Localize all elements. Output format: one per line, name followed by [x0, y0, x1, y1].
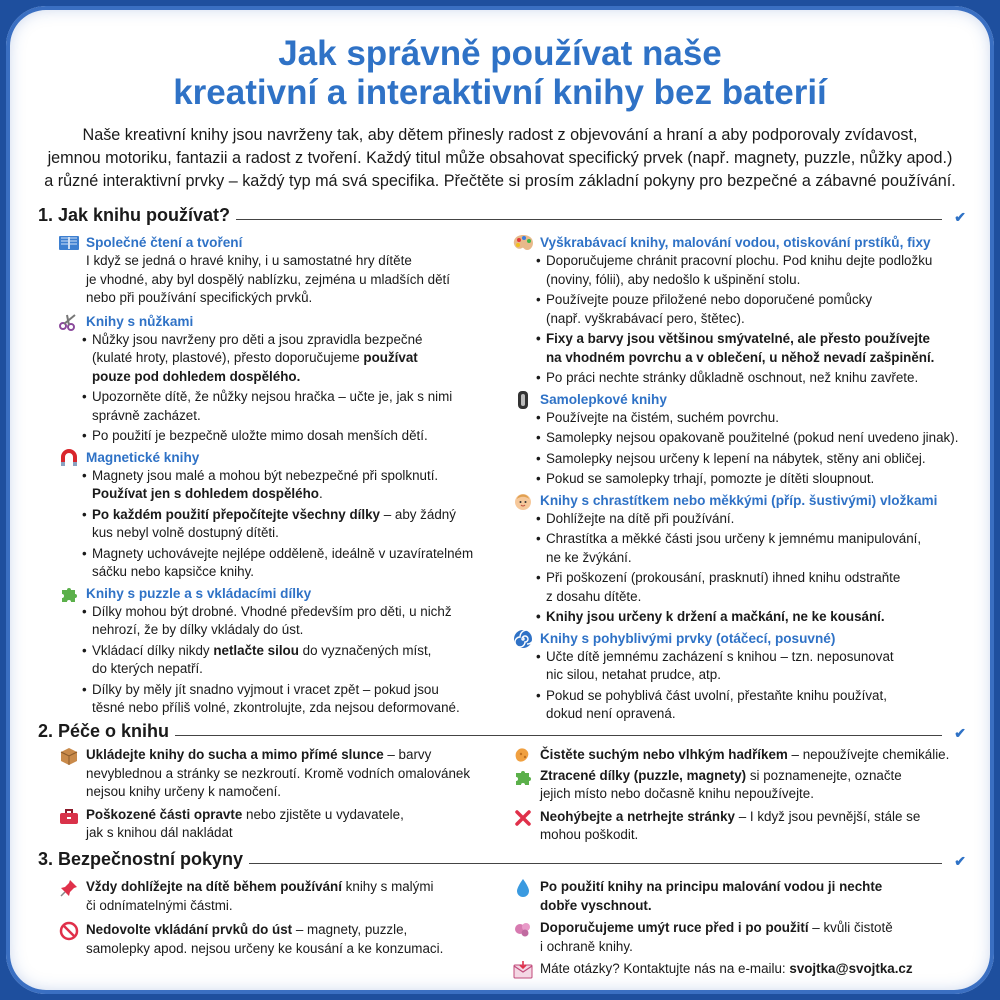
pin-icon [58, 878, 80, 898]
page-title-line-1: Jak správně používat naše [278, 34, 722, 73]
text-line: • Při poškození (prokousání, prasknutí) ihned knihu odstraňte [546, 570, 901, 585]
emphasis: Ukládejte knihy do sucha a mimo přímé slunce [86, 747, 384, 762]
list-item [546, 369, 972, 388]
puzzle-icon [58, 584, 80, 604]
emphasis: Poškozené části opravte [86, 806, 243, 822]
usage-left-column [58, 230, 498, 720]
text-line: mohou poškodit. [540, 827, 639, 842]
subheading-text: Knihy s chrastítkem nebo měkkými (příp. šustivými) vložkami [540, 492, 938, 508]
text-line [540, 746, 972, 765]
soap-icon [512, 919, 534, 939]
text-span: – nepoužívejte chemikálie. [787, 747, 950, 762]
list-item [546, 252, 972, 289]
safety-item-contact [512, 960, 972, 979]
text-line [86, 806, 498, 825]
list-item [546, 330, 972, 367]
text-span: Vkládací dílky nikdy [92, 642, 214, 658]
text-span: – barvy [383, 747, 432, 762]
text-line: nic silou, netahat prudce, atp. [546, 667, 721, 682]
text-line: • Používejte na čistém, suchém povrchu. [546, 409, 779, 425]
subheading-text: Knihy s puzzle a s vkládacími dílky [86, 585, 312, 601]
text-line: • Samolepky nejsou určeny k lepení na nábytek, stěny ani obličej. [546, 450, 926, 466]
magnets-list [58, 467, 498, 582]
scissors-list [58, 331, 498, 446]
safety-item-no-mouth [58, 921, 498, 958]
text-line: na vhodném povrchu a v oblečení, u něhož nevadí zašpinění. [546, 349, 935, 365]
care-item-lost-pieces [512, 767, 972, 804]
text-span: – I když jsou pevnější, stále se [734, 808, 921, 824]
intro-line-1: Naše kreativní knihy jsou navrženy tak, aby dětem přinesly radost z objevování a hraní a aby podporovaly zvídavost, [82, 126, 918, 144]
text-line: z dosahu dítěte. [546, 588, 642, 604]
subheading-text: Samolepkové knihy [540, 391, 667, 407]
list-item [92, 331, 498, 387]
text-line: kus nebyl volně dostupný dítěti. [92, 525, 279, 540]
puzzle-list [58, 603, 498, 718]
section-heading-usage [38, 204, 968, 228]
text-line: je vhodné, aby byl dospělý nablízku, zejména u mladších dětí [86, 271, 450, 287]
text-line [92, 642, 498, 661]
text-line: i ochraně knihy. [540, 938, 633, 954]
text-line: • Magnety jsou malé a mohou být nebezpečné při spolknutí. [92, 467, 439, 483]
text-line: samolepky apod. nejsou určeny ke kousání a ke konzumaci. [86, 940, 444, 956]
text-line: • Pokud se pohyblivá část uvolní, přestaňte knihu používat, [546, 687, 887, 703]
intro-line-3: a různé interaktivní prvky – každý typ má svá specifika. Přečtěte si prosím základní pokyny pro bezpečné a zábavné používání. [44, 172, 956, 190]
text-line: • Dílky by měly jít snadno vyjmout i vracet zpět – pokud jsou [92, 681, 439, 697]
text-line: • Chrastítka a měkké části jsou určeny k jemnému manipulování, [546, 531, 922, 546]
list-item [92, 603, 498, 640]
text-line: • Používejte pouze přiložené nebo doporučené pomůcky [546, 292, 873, 307]
emphasis: Ztracené dílky (puzzle, magnety) [540, 767, 747, 783]
text-span: – kvůli čistotě [808, 920, 893, 935]
list-item [92, 642, 498, 679]
text-line: sáčku nebo kapsičce knihy. [92, 564, 255, 579]
text-line: • Knihy jsou určeny k držení a mačkání, ne ke kousání. [546, 609, 885, 624]
subheading-rattle [512, 491, 972, 510]
text-span: Máte otázky? Kontaktujte nás na e-mailu: [540, 961, 790, 976]
emphasis: dobře vyschnout. [540, 897, 652, 913]
text-line [540, 767, 972, 786]
text-line: nevyblednou a stránky se nezkroutí. Kromě vodních omalovánek [86, 765, 471, 781]
baby-icon [512, 491, 534, 511]
list-item [546, 429, 972, 448]
list-item [92, 506, 498, 543]
safety-right-column [512, 878, 972, 983]
subheading-puzzle [58, 584, 498, 603]
emphasis: Čistěte suchým nebo vlhkým hadříkem [540, 747, 788, 762]
text-line: • Nůžky jsou navrženy pro děti a jsou zpravidla bezpečné [92, 331, 423, 347]
text-span: knihy s malými [341, 879, 434, 894]
list-item [546, 608, 972, 627]
list-item [546, 687, 972, 724]
list-item [546, 530, 972, 567]
section-title: 3. Bezpečnostní pokyny [38, 848, 249, 870]
text-line: (např. vyškrabávací pero, štětec). [546, 310, 745, 326]
text-line: • Učte dítě jemnému zacházení s knihou – tzn. neposunovat [546, 648, 894, 664]
section-title: 1. Jak knihu používat? [38, 204, 236, 226]
text-line: • Pokud se samolepky trhají, pomozte je dítěti sloupnout. [546, 471, 875, 486]
section-heading-safety [38, 848, 968, 872]
subheading-scissors [58, 312, 498, 331]
text-line: jak s knihou dál nakládat [86, 825, 233, 840]
text-line: (noviny, fólii), aby nedošlo k ušpinění stolu. [546, 271, 801, 287]
care-left-column [58, 746, 498, 847]
scissors-icon [58, 312, 80, 332]
subheading-stickers [512, 390, 972, 409]
moving-list [512, 648, 972, 724]
usage-right-column [512, 230, 972, 726]
text-line [92, 485, 498, 504]
check-icon: ✔ [954, 725, 966, 741]
care-item-storage [58, 746, 498, 802]
scratch-list [512, 252, 972, 388]
text-line: do kterých nepatří. [92, 661, 203, 676]
subheading-scratch [512, 233, 972, 252]
section-title: 2. Péče o knihu [38, 720, 175, 742]
text-line [540, 808, 972, 827]
subheading-moving [512, 629, 972, 648]
reading-paragraph [58, 252, 498, 308]
emphasis: Používat jen s dohledem dospělého [92, 486, 319, 501]
emphasis: Neohýbejte a netrhejte stránky [540, 808, 735, 824]
safety-item-supervision [58, 878, 498, 915]
text-line: • Po práci nechte stránky důkladně oschnout, než knihu zavřete. [546, 370, 919, 385]
subheading-text: Magnetické knihy [86, 449, 200, 465]
sponge-icon [512, 746, 534, 766]
list-item [546, 648, 972, 685]
prohibited-icon [58, 921, 80, 941]
text-span: do vyznačených míst, [298, 642, 432, 658]
text-span: (kulaté hroty, plastové), přesto doporučujeme [92, 350, 364, 365]
toolbox-icon [58, 806, 80, 826]
list-item [92, 545, 498, 582]
emphasis: Vždy dohlížejte na dítě během používání [86, 879, 342, 894]
stickers-list [512, 409, 972, 489]
list-item [92, 388, 498, 425]
text-span: si poznamenejte, označte [746, 767, 902, 783]
list-item [546, 510, 972, 529]
droplet-icon [512, 878, 534, 898]
list-item [546, 450, 972, 469]
emphasis: Nedovolte vkládání prvků do úst [86, 922, 293, 937]
text-line: nejsou knihy určeny k namočení. [86, 784, 282, 799]
list-item [92, 427, 498, 446]
magnet-icon [58, 448, 80, 468]
text-line: • Dílky mohou být drobné. Vhodné především pro děti, u nichž [92, 603, 452, 619]
page-title-line-2: kreativní a interaktivní knihy bez baterií [173, 73, 827, 112]
text-line: • Upozorněte dítě, že nůžky nejsou hračka – učte je, jak s nimi [92, 389, 453, 404]
puzzle-icon [512, 767, 534, 787]
sticker-icon [512, 390, 534, 410]
text-line [92, 506, 498, 525]
list-item [92, 681, 498, 718]
text-line [540, 919, 972, 938]
text-span: – magnety, puzzle, [292, 922, 408, 937]
box-icon [58, 746, 80, 766]
care-item-repair [58, 806, 498, 843]
emphasis: Po použití knihy na principu malování vodou ji nechte [540, 879, 883, 894]
emphasis: pouze pod dohledem dospělého. [92, 368, 301, 384]
cross-icon [512, 808, 534, 828]
text-line: • Fixy a barvy jsou většinou smývatelné, ale přesto používejte [546, 331, 931, 346]
care-item-cleaning [512, 746, 972, 765]
text-line [86, 921, 498, 940]
text-line: nehrozí, že by dílky vkládaly do úst. [92, 622, 304, 637]
list-item [546, 470, 972, 489]
text-line [86, 746, 498, 765]
text-span: nebo zjistěte u vydavatele, [242, 806, 404, 822]
care-right-column [512, 746, 972, 849]
text-span: . [318, 486, 323, 501]
safety-item-dry [512, 878, 972, 915]
emphasis: netlačte silou [213, 642, 299, 658]
text-line: správně zacházet. [92, 407, 201, 423]
email-link[interactable]: svojtka@svojtka.cz [789, 961, 913, 976]
subheading-text: Vyškrabávací knihy, malování vodou, otiskování prstíků, fixy [540, 235, 931, 250]
text-line: • Dohlížejte na dítě při používání. [546, 510, 735, 526]
text-line: ne ke žvýkání. [546, 549, 632, 565]
subheading-text: Knihy s pohyblivými prvky (otáčecí, posuvné) [540, 630, 836, 646]
text-line: či odnímatelnými částmi. [86, 897, 233, 913]
intro-line-2: jemnou motoriku, fantazii a radost z tvoření. Každý titul může obsahovat specifický prvek (např. magnety, puzzle, nůžky apod.) [47, 149, 953, 167]
emphasis: Po každém použití přepočítejte všechny dílky [92, 506, 380, 522]
text-line [86, 878, 498, 897]
spiral-icon [512, 629, 534, 649]
text-line: dokud není opravená. [546, 706, 676, 721]
subheading-text: Společné čtení a tvoření [86, 235, 243, 250]
subheading-magnets [58, 448, 498, 467]
mail-icon [512, 960, 534, 980]
check-icon: ✔ [954, 853, 966, 869]
text-line: • Doporučujeme chránit pracovní plochu. Pod knihu dejte podložku [546, 253, 933, 268]
emphasis: Doporučujeme umýt ruce před i po použití [540, 920, 809, 935]
safety-item-wash-hands [512, 919, 972, 956]
text-line: • Magnety uchovávejte nejlépe odděleně, ideálně v uzavíratelném [92, 545, 474, 561]
safety-left-column [58, 878, 498, 962]
text-line [92, 349, 498, 368]
emphasis: používat [363, 350, 418, 365]
text-line: I když se jedná o hravé knihy, i u samostatné hry dítěte [86, 253, 412, 268]
text-line: jejich místo nebo dočasně knihu nepoužívejte. [540, 786, 814, 801]
subheading-text: Knihy s nůžkami [86, 313, 194, 329]
list-item [546, 569, 972, 606]
rattle-list [512, 510, 972, 627]
text-line: nebo při používání specifických prvků. [86, 290, 313, 305]
text-span: – aby žádný [379, 506, 456, 522]
palette-icon [512, 233, 534, 253]
text-line [540, 960, 972, 979]
text-line: těsné nebo příliš volné, zkontrolujte, zda nejsou deformované. [92, 700, 460, 715]
text-line: • Samolepky nejsou opakovaně použitelné (pokud není uvedeno jinak). [546, 430, 959, 445]
list-item [546, 291, 972, 328]
subheading-reading [58, 233, 498, 252]
section-heading-care [38, 720, 968, 744]
list-item [546, 409, 972, 428]
book-icon [58, 233, 80, 253]
care-item-no-bending [512, 808, 972, 845]
check-icon: ✔ [954, 209, 966, 225]
text-line: • Po použití je bezpečně uložte mimo dosah menších dětí. [92, 428, 428, 443]
list-item [92, 467, 498, 504]
